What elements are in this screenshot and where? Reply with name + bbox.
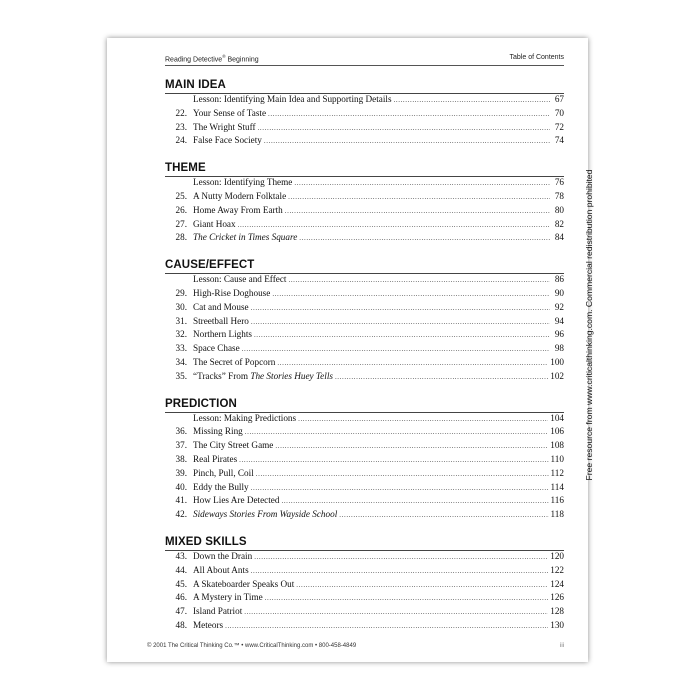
entry-title [193, 316, 249, 326]
toc-entry [165, 205, 564, 219]
entry-title [193, 482, 249, 492]
entry-page-number: 122 [550, 564, 564, 575]
entry-number: 46. [175, 592, 187, 603]
entry-number: 32. [175, 329, 187, 340]
entry-title-text: The Wright Stuff [193, 121, 256, 132]
entry-page-number: 86 [554, 274, 564, 285]
section-heading: PREDICTION [165, 397, 564, 413]
running-head-section: Table of Contents [509, 54, 564, 61]
entry-number: 47. [175, 606, 187, 617]
entry-page-number: 78 [554, 190, 564, 201]
toc-entry [165, 108, 564, 122]
entry-page-number: 114 [550, 481, 564, 492]
toc-entry [165, 468, 564, 482]
dot-leader [285, 205, 550, 215]
entry-title [193, 219, 236, 229]
dot-leader [225, 620, 548, 630]
entry-number: 28. [175, 232, 187, 243]
entry-page-number: 102 [550, 370, 564, 381]
entry-number: 36. [175, 426, 187, 437]
entry-number: 37. [175, 440, 187, 451]
entry-title-text: Home Away From Earth [193, 204, 283, 215]
entry-title-text: Lesson: Identifying Theme [193, 177, 293, 188]
entry-title-text: Lesson: Making Predictions [193, 412, 297, 423]
entry-page-number: 92 [554, 301, 564, 312]
entry-page-number: 100 [550, 356, 564, 367]
dot-leader [265, 592, 549, 602]
dot-leader [335, 371, 548, 381]
entry-title [193, 592, 263, 602]
dot-leader [264, 135, 550, 145]
dot-leader [299, 232, 550, 242]
entry-number: 22. [175, 107, 187, 118]
entry-title [193, 606, 242, 616]
toc-entry [165, 219, 564, 233]
entry-page-number: 90 [554, 287, 564, 298]
toc-entry [165, 565, 564, 579]
toc-entry [165, 316, 564, 330]
entry-title [193, 468, 254, 478]
toc-lesson-entry [165, 94, 564, 108]
entry-title-text: Space Chase [193, 343, 240, 354]
redistribution-notice [582, 135, 596, 515]
entry-title-text: A Skateboarder Speaks Out [193, 578, 295, 589]
toc-entry [165, 440, 564, 454]
toc-entry [165, 454, 564, 468]
entry-title-text: Streetball Hero [193, 315, 249, 326]
toc-section [165, 258, 564, 384]
dot-leader [238, 219, 550, 229]
entry-page-number: 110 [550, 453, 564, 464]
entry-number: 44. [175, 564, 187, 575]
dot-leader [245, 426, 548, 436]
entry-page-number: 104 [550, 412, 564, 423]
dot-leader [268, 108, 550, 118]
entry-title-text: Real Pirates [193, 453, 238, 464]
entry-title-text: A Mystery in Time [193, 592, 263, 603]
toc-entry [165, 579, 564, 593]
entry-number: 39. [175, 467, 187, 478]
entry-title [193, 565, 249, 575]
document-page [107, 38, 588, 662]
entry-title-text: Northern Lights [193, 329, 252, 340]
entry-number: 40. [175, 481, 187, 492]
running-head-book-title: Reading Detective® Beginning [165, 54, 259, 64]
toc-entry [165, 135, 564, 149]
entry-title-text: Down the Drain [193, 550, 253, 561]
toc-section [165, 535, 564, 634]
entry-page-number: 84 [554, 232, 564, 243]
dot-leader [244, 606, 548, 616]
dot-leader [277, 357, 548, 367]
footer-copyright: © 2001 The Critical Thinking Co.™ • www.CriticalThinking.com • 800-458-4849 [147, 643, 357, 649]
entry-title [193, 343, 240, 353]
entry-number: 41. [175, 495, 187, 506]
entry-title-text: Lesson: Identifying Main Idea and Supporting Details [193, 94, 392, 104]
toc-entry [165, 606, 564, 620]
header-divider [165, 65, 564, 66]
entry-title [193, 357, 275, 367]
dot-leader [256, 468, 549, 478]
dot-leader [251, 482, 549, 492]
dot-leader [272, 288, 550, 298]
dot-leader [288, 274, 550, 284]
dot-leader [251, 316, 550, 326]
entry-number: 24. [175, 135, 187, 146]
entry-title-text: Your Sense of Taste [193, 107, 267, 118]
toc-entry [165, 426, 564, 440]
entry-page-number: 72 [554, 121, 564, 132]
redistribution-notice-text: Free resource from www.criticalthinking.com. Commercial redistribution prohibited [584, 169, 594, 481]
toc-entry [165, 551, 564, 565]
entry-title [193, 274, 286, 284]
toc-section [165, 397, 564, 523]
dot-leader [288, 191, 550, 201]
entry-number: 38. [175, 453, 187, 464]
toc-lesson-entry [165, 413, 564, 427]
entry-title [193, 440, 273, 450]
entry-title [193, 329, 252, 339]
toc-entry [165, 302, 564, 316]
entry-title-text: High-Rise Doghouse [193, 287, 271, 298]
entry-title-text: Eddy the Bully [193, 481, 249, 492]
dot-leader [258, 122, 550, 132]
toc-entry [165, 592, 564, 606]
entry-number: 25. [175, 190, 187, 201]
entry-page-number: 124 [550, 578, 564, 589]
entry-page-number: 108 [550, 440, 564, 451]
toc-section [165, 78, 564, 149]
entry-page-number: 96 [554, 329, 564, 340]
entry-title-text: Meteors [193, 619, 224, 630]
dot-leader [242, 343, 550, 353]
entry-title [193, 288, 270, 298]
entry-page-number: 67 [554, 94, 564, 104]
entry-page-number: 120 [550, 550, 564, 561]
entry-title-text: Island Patriot [193, 606, 243, 617]
dot-leader [275, 440, 548, 450]
entry-title-italic: Sideways Stories From Wayside School [193, 509, 338, 520]
entry-number: 26. [175, 204, 187, 215]
entry-page-number: 112 [550, 467, 564, 478]
entry-title-text: How Lies Are Detected [193, 495, 280, 506]
entry-number: 45. [175, 578, 187, 589]
toc-entry [165, 288, 564, 302]
toc-entry [165, 509, 564, 523]
footer [147, 643, 564, 649]
section-heading: MAIN IDEA [165, 78, 564, 94]
entry-title [193, 509, 337, 519]
entry-title [193, 122, 256, 132]
toc-entry [165, 495, 564, 509]
entry-number: 27. [175, 218, 187, 229]
dot-leader [254, 551, 548, 561]
entry-title-text: The Secret of Popcorn [193, 356, 276, 367]
entry-page-number: 128 [550, 606, 564, 617]
entry-title [193, 94, 392, 104]
toc-entry [165, 620, 564, 634]
toc-entry [165, 329, 564, 343]
entry-title [193, 620, 223, 630]
dot-leader [254, 329, 550, 339]
toc-entry [165, 232, 564, 246]
entry-title-text: “Tracks” From [193, 370, 251, 381]
entry-number: 30. [175, 301, 187, 312]
entry-page-number: 130 [550, 619, 564, 630]
entry-title [193, 191, 286, 201]
entry-title [193, 302, 249, 312]
entry-title-text: False Face Society [193, 135, 262, 146]
dot-leader [281, 495, 548, 505]
dot-leader [339, 509, 548, 519]
entry-title-italic: The Stories Huey Tells [250, 370, 333, 381]
entry-title [193, 232, 297, 242]
section-heading: MIXED SKILLS [165, 535, 564, 551]
entry-title [193, 177, 292, 187]
dot-leader [251, 565, 549, 575]
entry-title [193, 371, 333, 381]
table-of-contents [165, 78, 564, 646]
toc-lesson-entry [165, 177, 564, 191]
entry-number: 29. [175, 287, 187, 298]
dot-leader [294, 177, 550, 187]
entry-title [193, 495, 279, 505]
entry-page-number: 76 [554, 177, 564, 188]
entry-page-number: 126 [550, 592, 564, 603]
entry-page-number: 80 [554, 204, 564, 215]
toc-entry [165, 482, 564, 496]
entry-title [193, 579, 294, 589]
dot-leader [239, 454, 548, 464]
entry-title-italic: The Cricket in Times Square [193, 232, 298, 243]
entry-title [193, 205, 283, 215]
entry-page-number: 94 [554, 315, 564, 326]
dot-leader [394, 94, 550, 104]
entry-number: 42. [175, 509, 187, 520]
toc-entry [165, 122, 564, 136]
section-heading: THEME [165, 161, 564, 177]
entry-number: 48. [175, 619, 187, 630]
entry-page-number: 106 [550, 426, 564, 437]
entry-title-text: Pinch, Pull, Coil [193, 467, 254, 478]
entry-page-number: 118 [550, 509, 564, 520]
dot-leader [296, 579, 548, 589]
toc-section [165, 161, 564, 246]
entry-number: 35. [175, 370, 187, 381]
entry-title [193, 413, 296, 423]
entry-number: 34. [175, 356, 187, 367]
toc-lesson-entry [165, 274, 564, 288]
entry-title-text: A Nutty Modern Folktale [193, 190, 287, 201]
entry-title-text: All About Ants [193, 564, 249, 575]
entry-title-text: Cat and Mouse [193, 301, 249, 312]
entry-title [193, 108, 266, 118]
entry-number: 31. [175, 315, 187, 326]
entry-title-text: Giant Hoax [193, 218, 236, 229]
entry-number: 43. [175, 550, 187, 561]
entry-title [193, 135, 262, 145]
entry-title [193, 551, 252, 561]
entry-page-number: 74 [554, 135, 564, 146]
entry-title [193, 426, 243, 436]
entry-number: 23. [175, 121, 187, 132]
entry-page-number: 98 [554, 343, 564, 354]
entry-page-number: 82 [554, 218, 564, 229]
entry-page-number: 70 [554, 107, 564, 118]
toc-entry [165, 371, 564, 385]
entry-title-text: Lesson: Cause and Effect [193, 274, 287, 285]
entry-number: 33. [175, 343, 187, 354]
toc-entry [165, 343, 564, 357]
toc-entry [165, 357, 564, 371]
entry-title-text: The City Street Game [193, 440, 274, 451]
dot-leader [251, 302, 550, 312]
toc-entry [165, 191, 564, 205]
entry-title [193, 454, 237, 464]
section-heading: CAUSE/EFFECT [165, 258, 564, 274]
entry-title-text: Missing Ring [193, 426, 243, 437]
entry-page-number: 116 [550, 495, 564, 506]
dot-leader [298, 413, 548, 423]
page-number: iii [560, 643, 564, 649]
